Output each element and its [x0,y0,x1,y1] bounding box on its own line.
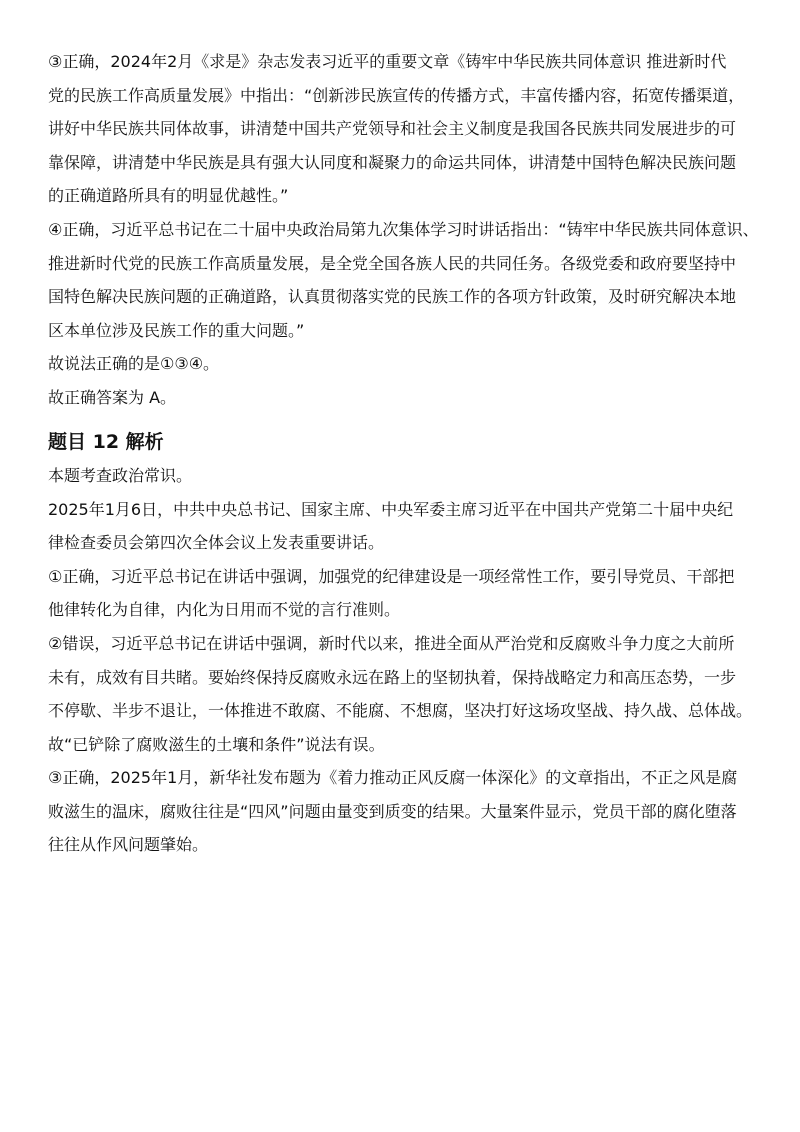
text-line: ①正确，习近平总书记在讲话中强调，加强党的纪律建设是一项经常性工作，要引导党员、干部把 [48,566,735,586]
question-12-explanation [48,466,760,856]
conclusion-line: 故说法正确的是①③④。 [48,354,220,374]
text-line: 2025年1月6日，中共中央总书记、国家主席、中央军委主席习近平在中国共产党第二十届中央纪 [48,499,734,519]
text-line: 国特色解决民族问题的正确道路，认真贯彻落实党的民族工作的各项方针政策，及时研究解决本地 [48,287,737,307]
section-heading: 题目 12 解析 [48,430,164,453]
text-line: 的正确道路所具有的明显优越性。” [48,186,289,206]
text-line: 律检查委员会第四次全体会议上发表重要讲话。 [48,533,385,553]
answer-line: 故正确答案为 A。 [48,387,177,407]
text-line: 推进新时代党的民族工作高质量发展，是全党全国各族人民的共同任务。各级党委和政府要坚持中 [48,253,737,273]
text-line: 未有，成效有目共睹。要始终保持反腐败永远在路上的坚韧执着，保持战略定力和高压态势，一步 [48,667,737,687]
text-line: 党的民族工作高质量发展》中指出：“创新涉民族宣传的传播方式，丰富传播内容，拓宽传播渠道， [48,85,745,105]
text-line: ④正确，习近平总书记在二十届中央政治局第九次集体学习时讲话指出：“铸牢中华民族共同体意识、 [48,219,759,239]
text-line: ③正确，2025年1月，新华社发布题为《着力推动正风反腐一体深化》的文章指出，不正之风是腐 [48,768,738,788]
text-line: 靠保障，讲清楚中华民族是具有强大认同度和凝聚力的命运共同体，讲清楚中国特色解决民族问题 [48,152,737,172]
text-line: 败滋生的温床，腐败往往是“四风”问题由量变到质变的结果。大量案件显示，党员干部的腐化堕落 [48,801,737,821]
document-page [48,52,760,869]
text-line: 他律转化为自律，内化为日用而不觉的言行准则。 [48,600,401,620]
text-line: 不停歇、半步不退让，一体推进不敢腐、不能腐、不想腐，坚决打好这场攻坚战、持久战、总体战。 [48,701,753,721]
answer-explanation-block [48,52,760,408]
text-line: 本题考查政治常识。 [48,465,193,485]
text-line: 区本单位涉及民族工作的重大问题。” [48,320,305,340]
text-line: ③正确，2024年2月《求是》杂志发表习近平的重要文章《铸牢中华民族共同体意识 推进新时代 [48,52,727,71]
text-line: 故“已铲除了腐败滋生的土壤和条件”说法有误。 [48,734,385,754]
text-line: 往往从作风问题肇始。 [48,835,209,855]
text-line: ②错误，习近平总书记在讲话中强调，新时代以来，推进全面从严治党和反腐败斗争力度之大前所 [48,633,735,653]
text-line: 讲好中华民族共同体故事，讲清楚中国共产党领导和社会主义制度是我国各民族共同发展进步的可 [48,119,737,139]
